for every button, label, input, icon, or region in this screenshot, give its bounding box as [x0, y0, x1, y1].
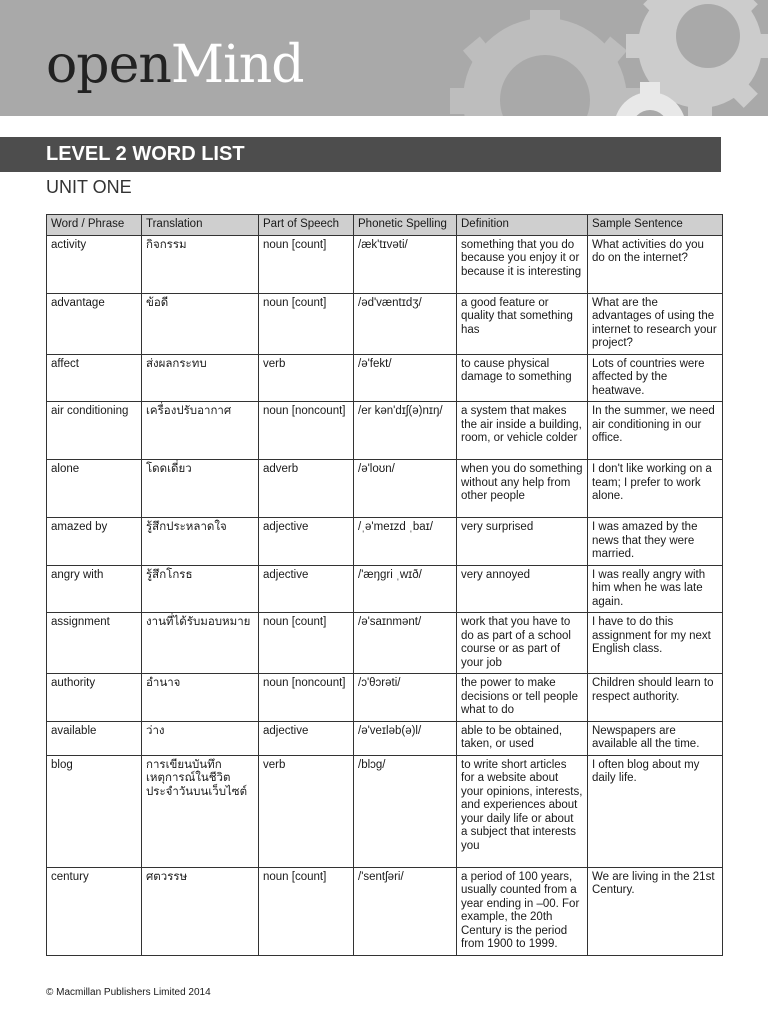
word-cell: blog: [47, 755, 142, 867]
title-bar: [0, 137, 721, 172]
table-row: [47, 755, 723, 867]
definition-cell: to write short articles for a website about your opinions, interests, and experiences about your daily life or about a subject that interests you: [457, 755, 588, 867]
translation-cell: งานที่ได้รับมอบหมาย: [142, 613, 259, 674]
part-of-speech-cell: verb: [259, 354, 354, 402]
part-of-speech-cell: adjective: [259, 565, 354, 613]
unit-title: UNIT ONE: [46, 177, 132, 197]
phonetic-cell: /ə'loʊn/: [354, 460, 457, 518]
table-row: [47, 235, 723, 293]
phonetic-cell: /'sentʃəri/: [354, 867, 457, 955]
word-cell: century: [47, 867, 142, 955]
phonetic-cell: /blɔg/: [354, 755, 457, 867]
part-of-speech-cell: noun [count]: [259, 293, 354, 354]
column-header: Part of Speech: [259, 215, 354, 236]
definition-cell: able to be obtained, taken, or used: [457, 721, 588, 755]
phonetic-cell: /ɔ'θɔrəti/: [354, 674, 457, 722]
definition-cell: something that you do because you enjoy it or because it is interesting: [457, 235, 588, 293]
part-of-speech-cell: noun [noncount]: [259, 402, 354, 460]
translation-cell: ศตวรรษ: [142, 867, 259, 955]
phonetic-cell: /ə'saɪnmənt/: [354, 613, 457, 674]
word-cell: assignment: [47, 613, 142, 674]
translation-cell: การเขียนบันทึกเหตุการณ์ในชีวิตประจำวันบนเว็บไซต์: [142, 755, 259, 867]
logo-open-text: open: [46, 35, 171, 95]
sample-sentence-cell: We are living in the 21st Century.: [588, 867, 723, 955]
word-cell: angry with: [47, 565, 142, 613]
phonetic-cell: /ˌə'meɪzd ˌbaɪ/: [354, 518, 457, 566]
table-row: [47, 674, 723, 722]
column-header: Definition: [457, 215, 588, 236]
part-of-speech-cell: adjective: [259, 518, 354, 566]
column-header: Sample Sentence: [588, 215, 723, 236]
word-cell: advantage: [47, 293, 142, 354]
definition-cell: very surprised: [457, 518, 588, 566]
phonetic-cell: /ə'fekt/: [354, 354, 457, 402]
word-cell: alone: [47, 460, 142, 518]
copyright-footer: © Macmillan Publishers Limited 2014: [46, 987, 211, 998]
word-cell: affect: [47, 354, 142, 402]
part-of-speech-cell: noun [count]: [259, 235, 354, 293]
table-row: [47, 721, 723, 755]
translation-cell: ส่งผลกระทบ: [142, 354, 259, 402]
sample-sentence-cell: I was amazed by the news that they were married.: [588, 518, 723, 566]
part-of-speech-cell: adverb: [259, 460, 354, 518]
table-header-row: [47, 215, 723, 236]
table-row: [47, 354, 723, 402]
sample-sentence-cell: Lots of countries were affected by the heatwave.: [588, 354, 723, 402]
sample-sentence-cell: Children should learn to respect authority.: [588, 674, 723, 722]
translation-cell: ข้อดี: [142, 293, 259, 354]
translation-cell: ว่าง: [142, 721, 259, 755]
phonetic-cell: /er kən'dɪʃ(ə)nɪŋ/: [354, 402, 457, 460]
translation-cell: รู้สึกประหลาดใจ: [142, 518, 259, 566]
translation-cell: เครื่องปรับอากาศ: [142, 402, 259, 460]
sample-sentence-cell: What activities do you do on the internet?: [588, 235, 723, 293]
column-header: Translation: [142, 215, 259, 236]
phonetic-cell: /əd'væntɪdʒ/: [354, 293, 457, 354]
phonetic-cell: /'æŋgri ˌwɪð/: [354, 565, 457, 613]
word-cell: amazed by: [47, 518, 142, 566]
sample-sentence-cell: In the summer, we need air conditioning in our office.: [588, 402, 723, 460]
definition-cell: the power to make decisions or tell people what to do: [457, 674, 588, 722]
part-of-speech-cell: noun [count]: [259, 867, 354, 955]
phonetic-cell: /æk'tɪvəti/: [354, 235, 457, 293]
table-row: [47, 293, 723, 354]
part-of-speech-cell: noun [noncount]: [259, 674, 354, 722]
word-cell: activity: [47, 235, 142, 293]
sample-sentence-cell: I often blog about my daily life.: [588, 755, 723, 867]
openmind-logo: [46, 30, 304, 100]
sample-sentence-cell: Newspapers are available all the time.: [588, 721, 723, 755]
header-band: [0, 0, 768, 116]
sample-sentence-cell: I don't like working on a team; I prefer to work alone.: [588, 460, 723, 518]
table-row: [47, 460, 723, 518]
definition-cell: very annoyed: [457, 565, 588, 613]
sample-sentence-cell: I have to do this assignment for my next English class.: [588, 613, 723, 674]
translation-cell: อำนาจ: [142, 674, 259, 722]
definition-cell: when you do something without any help from other people: [457, 460, 588, 518]
phonetic-cell: /ə'veɪləb(ə)l/: [354, 721, 457, 755]
definition-cell: to cause physical damage to something: [457, 354, 588, 402]
part-of-speech-cell: noun [count]: [259, 613, 354, 674]
table-row: [47, 613, 723, 674]
definition-cell: a period of 100 years, usually counted from a year ending in –00. For example, the 20th Century is the period from 1900 to 1999.: [457, 867, 588, 955]
column-header: Phonetic Spelling: [354, 215, 457, 236]
logo-mind-text: Mind: [170, 35, 304, 95]
sample-sentence-cell: I was really angry with him when he was late again.: [588, 565, 723, 613]
table-row: [47, 565, 723, 613]
part-of-speech-cell: adjective: [259, 721, 354, 755]
translation-cell: รู้สึกโกรธ: [142, 565, 259, 613]
table-row: [47, 518, 723, 566]
translation-cell: กิจกรรม: [142, 235, 259, 293]
word-cell: authority: [47, 674, 142, 722]
part-of-speech-cell: verb: [259, 755, 354, 867]
word-cell: air conditioning: [47, 402, 142, 460]
page-title: LEVEL 2 WORD LIST: [46, 143, 245, 165]
column-header: Word / Phrase: [47, 215, 142, 236]
table-row: [47, 867, 723, 955]
table-row: [47, 402, 723, 460]
word-list-table: [46, 214, 723, 956]
word-cell: available: [47, 721, 142, 755]
definition-cell: work that you have to do as part of a school course or as part of your job: [457, 613, 588, 674]
translation-cell: โดดเดี่ยว: [142, 460, 259, 518]
sample-sentence-cell: What are the advantages of using the internet to research your project?: [588, 293, 723, 354]
definition-cell: a good feature or quality that something has: [457, 293, 588, 354]
definition-cell: a system that makes the air inside a building, room, or vehicle colder: [457, 402, 588, 460]
